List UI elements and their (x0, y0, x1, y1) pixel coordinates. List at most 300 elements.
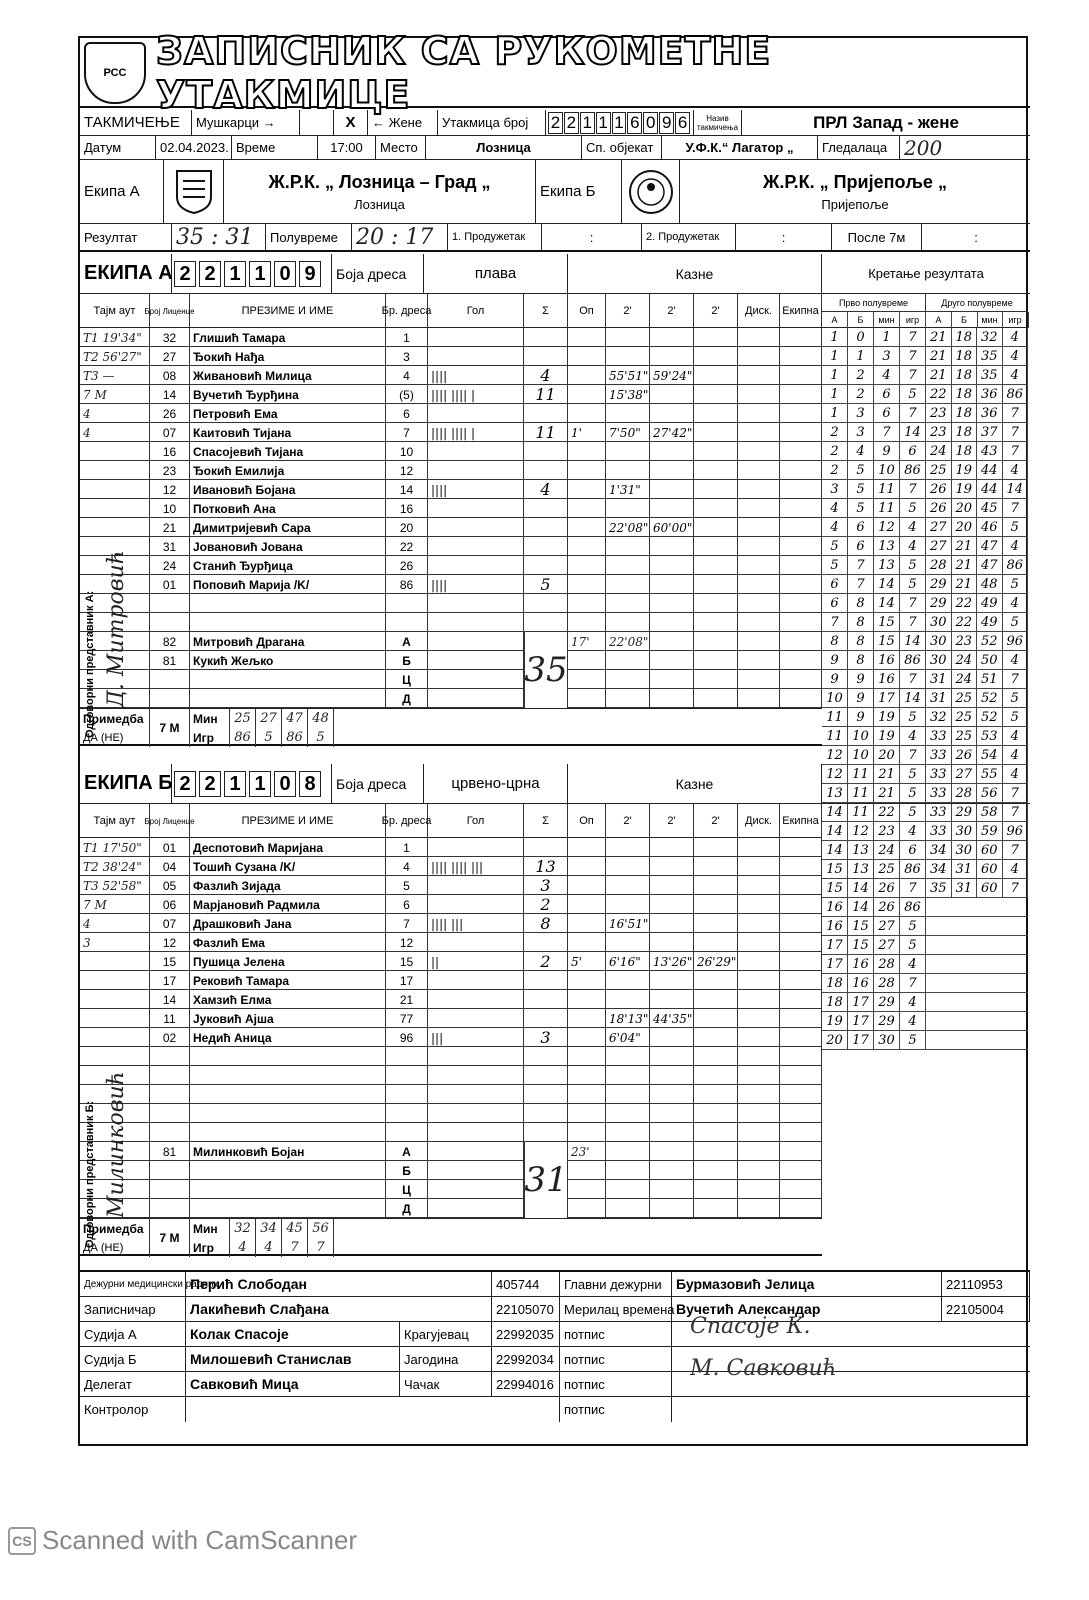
official-row (80, 1180, 822, 1199)
player-p2 (650, 876, 694, 895)
progress-col-B: Б (848, 312, 874, 328)
score-sheet (78, 29, 1028, 1446)
time-label: Време (232, 136, 318, 159)
federation-logo-icon: РСС (84, 42, 146, 104)
progress-second-half-cell: 22 (952, 594, 978, 613)
progress-first-half-cell: 4 (848, 442, 874, 461)
team-b-section-label: ЕКИПА Б (80, 764, 172, 803)
progress-row (822, 594, 1028, 613)
player-team (780, 933, 822, 952)
progress-row (822, 689, 1028, 708)
official-row (80, 689, 822, 708)
official-goals (428, 689, 524, 708)
column-header-no: Бр. дреса (386, 804, 428, 838)
player-sum (524, 971, 568, 990)
player-warn (568, 1028, 606, 1047)
column-header-p1: 2' (606, 294, 650, 328)
ext2-label: 2. Продужетак (642, 224, 736, 250)
player-disq (738, 857, 780, 876)
halftime-value: 20 : 17 (352, 224, 448, 250)
women-check: X (334, 110, 368, 135)
player-p2 (650, 990, 694, 1009)
player-warn (568, 461, 606, 480)
player-sum: 13 (524, 857, 568, 876)
official-p2 (650, 651, 694, 670)
progress-second-half-cell: 31 (926, 670, 952, 689)
progress-first-half-cell: 14 (822, 803, 848, 822)
progress-second-half-cell: 33 (926, 727, 952, 746)
progress-second-half-cell: 34 (926, 860, 952, 879)
result-label: Резултат (80, 224, 172, 250)
sevenm-min-label: Мин (190, 709, 230, 728)
official-team (780, 1161, 822, 1180)
player-team (780, 952, 822, 971)
progress-first-half-cell: 26 (874, 898, 900, 917)
player-row (80, 895, 822, 914)
progress-first-half-cell: 1 (822, 366, 848, 385)
progress-second-half-cell: 58 (977, 803, 1003, 822)
column-header-sum: Σ (524, 804, 568, 838)
progress-first-half-cell: 86 (900, 461, 926, 480)
sevenm-minute: 32 (230, 1219, 256, 1238)
player-disq (738, 1085, 780, 1104)
player-lic: 01 (150, 838, 190, 857)
progress-first-half-cell: 15 (874, 632, 900, 651)
player-no: 4 (386, 857, 428, 876)
progress-first-half-cell: 86 (900, 898, 926, 917)
spectators-value: 200 (904, 135, 943, 160)
player-name: Вучетић Ђурђина (190, 385, 386, 404)
progress-first-half-cell: 2 (822, 442, 848, 461)
player-p2 (650, 1123, 694, 1142)
player-no (386, 1123, 428, 1142)
column-header-p3: 2' (694, 294, 738, 328)
official-warn (568, 670, 606, 689)
player-p2 (650, 461, 694, 480)
player-row (80, 423, 822, 442)
player-row (80, 1028, 822, 1047)
team-b-penalties-label: Казне (568, 764, 822, 803)
progress-first-half-cell: 7 (900, 347, 926, 366)
player-p3 (694, 1009, 738, 1028)
progress-second-half-cell: 21 (952, 556, 978, 575)
official-disq (738, 1199, 780, 1218)
official-no: Д (386, 1199, 428, 1218)
progress-first-half-cell: 2 (848, 366, 874, 385)
official-team (780, 632, 822, 651)
player-p1: 55'51" (606, 366, 650, 385)
player-lic: 16 (150, 442, 190, 461)
progress-first-half-cell: 1 (822, 347, 848, 366)
progress-first-half-cell: 86 (900, 651, 926, 670)
player-team (780, 423, 822, 442)
player-p1 (606, 857, 650, 876)
player-p1 (606, 594, 650, 613)
progress-second-half-cell: 24 (952, 670, 978, 689)
progress-first-half-cell: 8 (848, 651, 874, 670)
player-no: 14 (386, 480, 428, 499)
player-name: Хамзић Елма (190, 990, 386, 1009)
official-disq (738, 689, 780, 708)
progress-first-half-cell: 4 (900, 955, 926, 974)
player-lic: 11 (150, 1009, 190, 1028)
player-no: 21 (386, 990, 428, 1009)
player-lic: 21 (150, 518, 190, 537)
official-no: Б (386, 651, 428, 670)
progress-second-half-cell: 50 (977, 651, 1003, 670)
player-row (80, 914, 822, 933)
progress-second-half-cell: 7 (1003, 423, 1029, 442)
progress-second-half-cell: 86 (1003, 385, 1029, 404)
match-no-label: Утакмица број (438, 110, 546, 135)
footer-refB: Милошевић Станислав (186, 1347, 400, 1371)
progress-first-half-cell: 7 (900, 974, 926, 993)
team-b-code-boxes (172, 764, 332, 803)
player-lic: 23 (150, 461, 190, 480)
progress-second-half-cell: 18 (952, 423, 978, 442)
player-p2 (650, 442, 694, 461)
official-no: Б (386, 1161, 428, 1180)
progress-row (822, 822, 1028, 841)
official-name (190, 1199, 386, 1218)
player-warn (568, 556, 606, 575)
progress-first-half-cell: 12 (874, 518, 900, 537)
player-p1 (606, 556, 650, 575)
player-disq (738, 518, 780, 537)
player-timeout: T1 19'34" (80, 328, 150, 347)
player-timeout: 4 (80, 423, 150, 442)
player-no: 4 (386, 366, 428, 385)
progress-first-half-cell: 1 (822, 385, 848, 404)
ext1-value: : (542, 224, 642, 250)
player-lic (150, 613, 190, 632)
player-warn: 5' (568, 952, 606, 971)
player-disq (738, 385, 780, 404)
progress-second-half-cell: 59 (977, 822, 1003, 841)
progress-row (822, 670, 1028, 689)
progress-second-half-cell: 56 (977, 784, 1003, 803)
player-p3 (694, 933, 738, 952)
player-team (780, 461, 822, 480)
spectators-label: Гледалаца (818, 136, 900, 159)
progress-first-half-cell: 5 (900, 385, 926, 404)
footer-scorer_label: Записничар (80, 1297, 186, 1321)
player-no: 7 (386, 914, 428, 933)
progress-second-half-cell: 35 (977, 366, 1003, 385)
competition-row (80, 110, 1030, 136)
progress-first-half-cell: 16 (848, 974, 874, 993)
progress-second-half-cell: 4 (1003, 537, 1029, 556)
player-lic: 01 (150, 575, 190, 594)
player-no (386, 1104, 428, 1123)
progress-second-half-cell: 7 (1003, 670, 1029, 689)
progress-second-half-cell: 4 (1003, 366, 1029, 385)
progress-second-half-cell: 32 (977, 328, 1003, 347)
progress-first-half-cell: 15 (874, 613, 900, 632)
progress-first-half-cell: 7 (874, 423, 900, 442)
player-row (80, 1009, 822, 1028)
progress-first-half-cell: 7 (900, 366, 926, 385)
official-p3 (694, 651, 738, 670)
progress-first-half-cell: 4 (874, 366, 900, 385)
player-sum (524, 518, 568, 537)
progress-second-half-cell: 4 (1003, 594, 1029, 613)
player-sum: 11 (524, 423, 568, 442)
player-row (80, 1123, 822, 1142)
player-timeout: T1 17'50" (80, 838, 150, 857)
footer-sign_label: потпис (560, 1322, 672, 1346)
progress-second-half-cell: 33 (926, 803, 952, 822)
footer-row (80, 1297, 1030, 1322)
player-name (190, 1066, 386, 1085)
player-timeout: 3 (80, 933, 150, 952)
player-warn (568, 442, 606, 461)
player-row (80, 990, 822, 1009)
footer-medic_label: Дежурни медицински радник (80, 1272, 186, 1296)
player-disq (738, 933, 780, 952)
official-lic (150, 1199, 190, 1218)
footer-scorer: Лакићевић Слађана (186, 1297, 492, 1321)
player-name: Живановић Милица (190, 366, 386, 385)
official-p2 (650, 670, 694, 689)
footer-row (80, 1397, 1030, 1422)
progress-row (822, 442, 1028, 461)
progress-first-half-cell: 17 (822, 955, 848, 974)
player-no: 17 (386, 971, 428, 990)
player-name: Недић Аница (190, 1028, 386, 1047)
sevenm-player: 86 (282, 728, 308, 747)
progress-second-half-cell: 28 (926, 556, 952, 575)
player-p3 (694, 518, 738, 537)
player-p1 (606, 1104, 650, 1123)
progress-row (822, 347, 1028, 366)
player-p3 (694, 1123, 738, 1142)
player-p3 (694, 1028, 738, 1047)
player-no (386, 1066, 428, 1085)
progress-second-half-cell: 46 (977, 518, 1003, 537)
official-p1 (606, 1142, 650, 1161)
team-a-crest-icon (164, 160, 224, 223)
player-team (780, 1085, 822, 1104)
progress-first-half-cell: 15 (848, 917, 874, 936)
officials-footer (80, 1270, 1030, 1448)
player-disq (738, 876, 780, 895)
progress-first-half-cell: 7 (848, 575, 874, 594)
player-p2: 27'42" (650, 423, 694, 442)
progress-row (822, 727, 1028, 746)
official-lic: 81 (150, 651, 190, 670)
player-goals (428, 442, 524, 461)
team-a-code-digit: 9 (299, 261, 321, 287)
player-p3 (694, 461, 738, 480)
progress-row (822, 974, 1028, 993)
progress-second-half-cell: 4 (1003, 328, 1029, 347)
date-label: Датум (80, 136, 156, 159)
official-p2 (650, 632, 694, 651)
official-warn: 23' (568, 1142, 606, 1161)
progress-second-half-cell: 7 (1003, 803, 1029, 822)
player-disq (738, 952, 780, 971)
progress-second-half-cell: 4 (1003, 347, 1029, 366)
progress-first-half-cell: 11 (848, 803, 874, 822)
player-no: 3 (386, 347, 428, 366)
team-total-goals: 35 (524, 632, 568, 708)
progress-second-half-cell: 45 (977, 499, 1003, 518)
player-warn (568, 537, 606, 556)
progress-second-half-cell: 5 (1003, 689, 1029, 708)
official-p1 (606, 1161, 650, 1180)
progress-second-half-cell: 23 (926, 404, 952, 423)
delegate-signature: М. Савковић (690, 1356, 837, 1381)
progress-first-half-cell: 13 (848, 860, 874, 879)
official-p2 (650, 1180, 694, 1199)
player-p1 (606, 876, 650, 895)
progress-first-half-cell: 7 (900, 480, 926, 499)
progress-row (822, 708, 1028, 727)
progress-second-half-cell: 7 (1003, 499, 1029, 518)
player-team (780, 366, 822, 385)
official-no: А (386, 1142, 428, 1161)
player-name: Ђокић Емилија (190, 461, 386, 480)
progress-second-half-cell: 33 (926, 784, 952, 803)
page-title: ЗАПИСНИК СА РУКОМЕТНЕ УТАКМИЦЕ (156, 29, 772, 117)
column-header-p1: 2' (606, 804, 650, 838)
player-p1: 22'08" (606, 518, 650, 537)
player-name: Каитовић Тијана (190, 423, 386, 442)
player-sum (524, 1104, 568, 1123)
ext1-label: 1. Продужетак (448, 224, 542, 250)
player-team (780, 442, 822, 461)
player-sum (524, 537, 568, 556)
player-no: 1 (386, 838, 428, 857)
sevenm-player: 5 (308, 728, 334, 747)
official-name (190, 689, 386, 708)
progress-first-half-cell: 5 (900, 575, 926, 594)
player-team (780, 556, 822, 575)
footer-delegate_label: Делегат (80, 1372, 186, 1396)
footer-row (80, 1347, 1030, 1372)
progress-row (822, 651, 1028, 670)
progress-first-half-cell: 19 (874, 727, 900, 746)
progress-row (822, 879, 1028, 898)
progress-row (822, 328, 1028, 347)
competition-label: ТАКМИЧЕЊЕ (80, 110, 192, 135)
player-no: 7 (386, 423, 428, 442)
progress-second-half-cell: 23 (952, 632, 978, 651)
progress-second-half-cell: 4 (1003, 765, 1029, 784)
player-p2 (650, 857, 694, 876)
progress-row (822, 423, 1028, 442)
official-p1 (606, 1180, 650, 1199)
player-team (780, 480, 822, 499)
progress-row (822, 841, 1028, 860)
sevenm-row (80, 708, 822, 746)
player-team (780, 1028, 822, 1047)
player-team (780, 990, 822, 1009)
player-warn (568, 575, 606, 594)
player-disq (738, 328, 780, 347)
player-p1 (606, 933, 650, 952)
progress-second-half-cell: 31 (952, 860, 978, 879)
player-p2 (650, 594, 694, 613)
player-p1 (606, 499, 650, 518)
player-team (780, 404, 822, 423)
player-p3 (694, 1066, 738, 1085)
progress-first-half-cell: 10 (874, 461, 900, 480)
player-sum (524, 1066, 568, 1085)
progress-first-half-cell: 17 (874, 689, 900, 708)
footer-timer_no: 22105004 (942, 1297, 1030, 1321)
player-warn (568, 385, 606, 404)
player-goals (428, 876, 524, 895)
official-lic: 81 (150, 1142, 190, 1161)
player-p3 (694, 857, 738, 876)
footer-timer_label: Мерилац времена (560, 1297, 672, 1321)
player-lic: 08 (150, 366, 190, 385)
player-p2 (650, 1028, 694, 1047)
progress-second-half-cell: 5 (1003, 575, 1029, 594)
player-warn (568, 990, 606, 1009)
note-label: Примедба (80, 1219, 150, 1238)
player-no: 26 (386, 556, 428, 575)
progress-row (822, 632, 1028, 651)
footer-delegate_city: Чачак (400, 1372, 492, 1396)
progress-row (822, 955, 1028, 974)
official-team (780, 689, 822, 708)
progress-first-half-cell: 6 (874, 404, 900, 423)
player-warn (568, 1009, 606, 1028)
progress-second-half-cell: 20 (952, 518, 978, 537)
progress-col-min: мин (977, 312, 1003, 328)
player-name: Пушица Јелена (190, 952, 386, 971)
progress-first-half-cell: 30 (874, 1031, 900, 1050)
player-p1 (606, 971, 650, 990)
progress-second-half-cell: 47 (977, 537, 1003, 556)
progress-first-half-cell: 9 (848, 689, 874, 708)
player-goals (428, 1047, 524, 1066)
team-a-column-headers (80, 294, 822, 328)
player-p3 (694, 347, 738, 366)
player-p3 (694, 499, 738, 518)
player-p2 (650, 1104, 694, 1123)
player-warn (568, 838, 606, 857)
progress-first-half-cell: 14 (822, 822, 848, 841)
column-header-p2: 2' (650, 804, 694, 838)
team-a-name: Ж.Р.К. „ Лозница – Град „ (268, 171, 491, 192)
official-p3 (694, 1161, 738, 1180)
progress-first-half-cell: 1 (822, 328, 848, 347)
progress-first-half-cell: 6 (822, 575, 848, 594)
player-sum (524, 990, 568, 1009)
progress-second-half-cell: 37 (977, 423, 1003, 442)
player-goals (428, 1123, 524, 1142)
progress-row (822, 1012, 1028, 1031)
progress-second-half-cell: 25 (952, 708, 978, 727)
player-team (780, 1104, 822, 1123)
official-no: Ц (386, 1180, 428, 1199)
player-name: Јовановић Јована (190, 537, 386, 556)
player-lic: 15 (150, 952, 190, 971)
player-p3 (694, 1104, 738, 1123)
player-sum (524, 461, 568, 480)
sevenm-player: 4 (230, 1238, 256, 1257)
player-team (780, 1009, 822, 1028)
progress-first-half-cell: 5 (848, 499, 874, 518)
player-disq (738, 480, 780, 499)
progress-first-half-cell: 13 (848, 841, 874, 860)
official-name (190, 1161, 386, 1180)
player-no: 20 (386, 518, 428, 537)
